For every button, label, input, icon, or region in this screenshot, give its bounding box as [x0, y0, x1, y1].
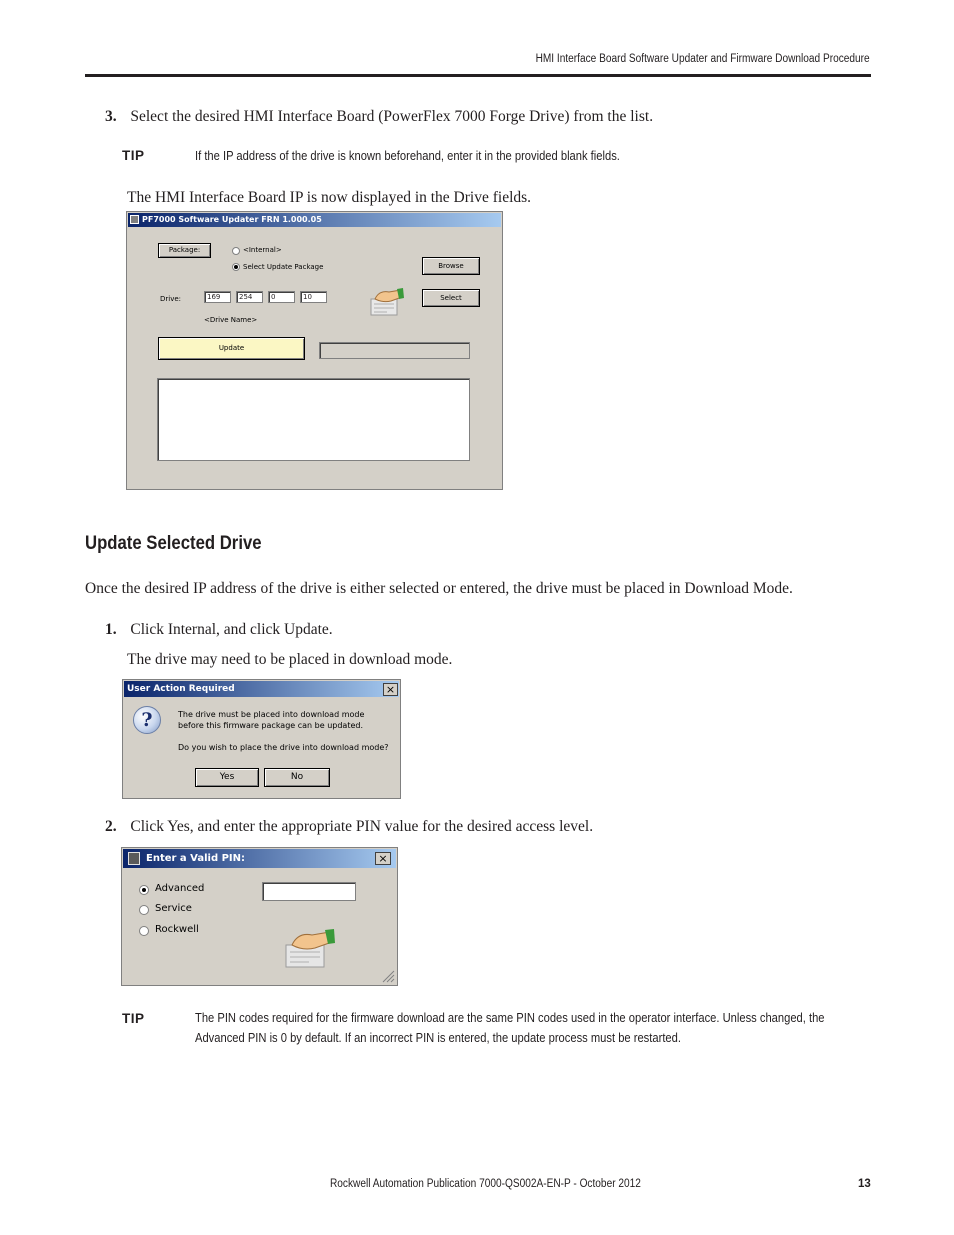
section-heading: Update Selected Drive — [85, 533, 262, 554]
hand-card-icon — [283, 928, 337, 970]
radio-select-package-label: Select Update Package — [243, 263, 324, 271]
radio-service[interactable] — [139, 905, 149, 915]
app-icon — [130, 215, 139, 224]
uar-close-button[interactable]: × — [383, 683, 398, 696]
yes-button[interactable]: Yes — [195, 768, 259, 787]
ip-octet-3[interactable]: 0 — [268, 291, 295, 303]
step-2-text: Click Yes, and enter the appropriate PIN value for the desired access level. — [130, 818, 594, 835]
ip-octet-4[interactable]: 10 — [300, 291, 327, 303]
tip-2-label: TIP — [122, 1011, 145, 1026]
pin-close-button[interactable]: × — [375, 852, 391, 865]
radio-advanced[interactable] — [139, 885, 149, 895]
progress-bar — [319, 342, 470, 359]
pin-dialog — [121, 847, 398, 986]
radio-select-package[interactable] — [232, 263, 240, 271]
ip-octet-2[interactable]: 254 — [236, 291, 263, 303]
step-3-text: Select the desired HMI Interface Board (PowerFlex 7000 Forge Drive) from the list. — [130, 108, 654, 125]
pin-input[interactable] — [262, 882, 356, 901]
resize-grip-icon[interactable] — [381, 969, 395, 983]
pin-titlebar — [123, 849, 396, 868]
uar-message-line-2: before this firmware package can be updated. — [178, 721, 364, 730]
pin-title: Enter a Valid PIN: — [146, 853, 246, 864]
page-number: 13 — [858, 1178, 871, 1190]
radio-advanced-label: Advanced — [155, 883, 205, 894]
para-download-mode: Once the desired IP address of the drive is either selected or entered, the drive must be placed in Download Mode. — [85, 580, 793, 597]
step-3-number: 3. — [105, 108, 117, 125]
step-1-text: Click Internal, and click Update. — [130, 621, 333, 638]
step-2 — [105, 818, 593, 836]
select-button[interactable]: Select — [422, 289, 480, 307]
uar-message-line-1: The drive must be placed into download mode — [178, 710, 365, 719]
drive-label: Drive: — [160, 295, 182, 303]
updater-title: PF7000 Software Updater FRN 1.000.05 — [142, 215, 322, 224]
step-2-number: 2. — [105, 818, 117, 835]
para-may-need: The drive may need to be placed in download mode. — [127, 651, 453, 668]
drive-name-label: <Drive Name> — [204, 316, 258, 324]
uar-title: User Action Required — [127, 684, 235, 694]
uar-titlebar — [124, 681, 399, 697]
radio-service-label: Service — [155, 903, 192, 914]
header-rule — [85, 74, 871, 77]
updater-titlebar — [128, 213, 501, 227]
radio-internal-label: <Internal> — [243, 246, 282, 254]
user-action-dialog — [122, 679, 401, 799]
question-icon: ? — [133, 706, 161, 734]
update-button[interactable]: Update — [158, 337, 305, 360]
radio-rockwell[interactable] — [139, 926, 149, 936]
tip-1-label: TIP — [122, 148, 145, 163]
updater-window — [126, 211, 503, 490]
tip-1-text: If the IP address of the drive is known beforehand, enter it in the provided blank fields. — [195, 148, 620, 163]
ip-octet-1[interactable]: 169 — [204, 291, 231, 303]
no-button[interactable]: No — [264, 768, 330, 787]
browse-button[interactable]: Browse — [422, 257, 480, 275]
package-button[interactable]: Package: — [158, 243, 211, 258]
pin-app-icon — [128, 852, 140, 865]
step-1-number: 1. — [105, 621, 117, 638]
uar-message-line-3: Do you wish to place the drive into download mode? — [178, 743, 389, 752]
step-1 — [105, 621, 333, 639]
hand-card-icon — [369, 287, 405, 317]
updater-body — [127, 227, 502, 489]
log-output-box[interactable] — [157, 378, 470, 461]
running-header: HMI Interface Board Software Updater and Firmware Download Procedure — [535, 53, 870, 65]
step-3 — [105, 108, 653, 126]
radio-rockwell-label: Rockwell — [155, 924, 199, 935]
radio-internal[interactable] — [232, 247, 240, 255]
tip-2-text: The PIN codes required for the firmware download are the same PIN codes used in the operator interface. Unless changed, the Advanced PIN is 0 by default. If an incorrect PIN is entered, the update process must be restarted. — [195, 1010, 825, 1045]
footer-publication: Rockwell Automation Publication 7000-QS002A-EN-P - October 2012 — [330, 1178, 641, 1190]
para-ip-displayed: The HMI Interface Board IP is now displayed in the Drive fields. — [127, 189, 532, 206]
